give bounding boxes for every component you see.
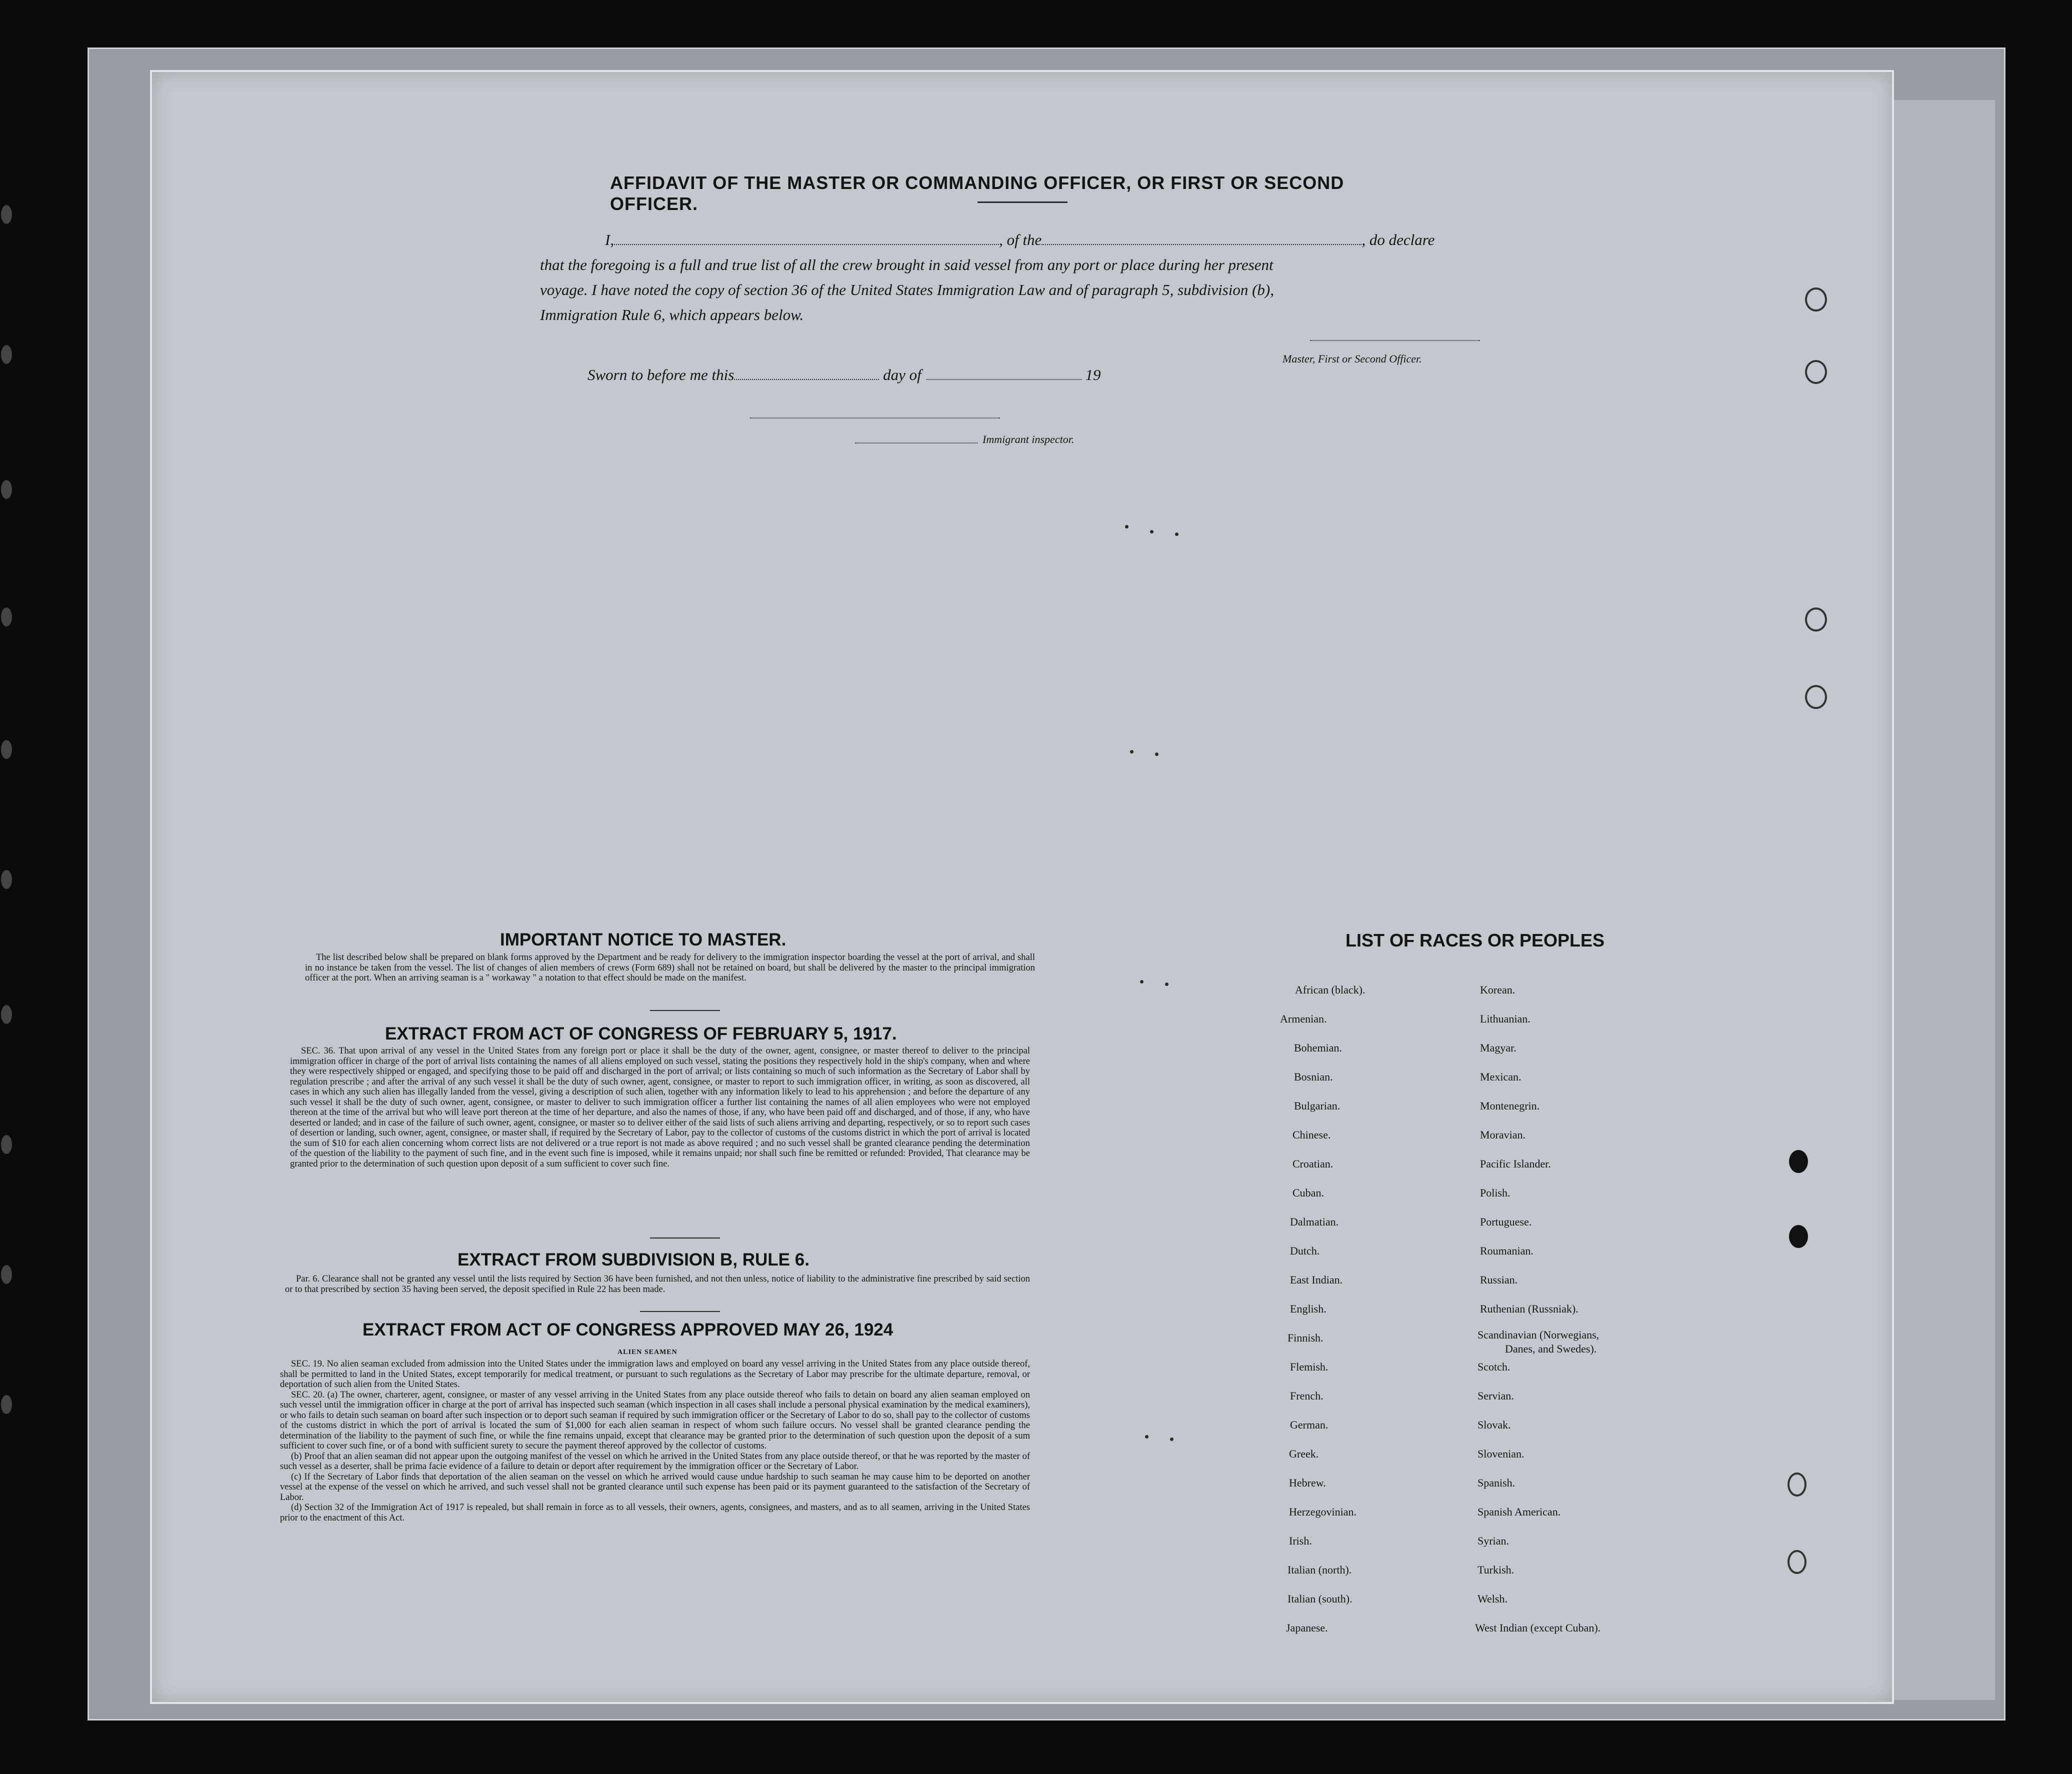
race-item: East Indian.: [1290, 1274, 1343, 1286]
punch-hole: [1789, 1150, 1808, 1173]
affidavit-text-line: Immigration Rule 6, which appears below.: [540, 306, 804, 324]
section-divider: [650, 1010, 720, 1011]
races-title: LIST OF RACES OR PEOPLES: [1345, 930, 1605, 950]
race-item: Scotch.: [1478, 1360, 1510, 1373]
master-signature-line: [1310, 340, 1480, 341]
race-item: West Indian (except Cuban).: [1475, 1622, 1601, 1634]
race-item: Greek.: [1289, 1448, 1319, 1460]
race-item: Croatian.: [1292, 1158, 1334, 1170]
i-label: I,: [605, 231, 614, 248]
binding-hole: [1, 345, 12, 364]
of-the-label: , of the: [999, 231, 1042, 248]
race-item: Syrian.: [1478, 1534, 1509, 1547]
year-label: 19: [1085, 366, 1101, 384]
bleed-dot: [1165, 982, 1168, 986]
extract-rule6-body: Par. 6. Clearance shall not be granted any vessel until the lists required by Section 36 have been furnished, and not then unless, notice of liability to the administrative fine prescribed by said section or to that prescribed by section 35 having been served, the deposit specified in Rule 22 has been made.: [285, 1274, 1030, 1294]
binding-hole: [1, 1005, 12, 1024]
master-signature-caption: Master, First or Second Officer.: [1282, 352, 1422, 365]
sworn-day-blank: [734, 379, 879, 380]
race-item: English.: [1290, 1302, 1326, 1315]
sec-20b: (b) Proof that an alien seaman did not appear upon the outgoing manifest of the vessel on which he arrived in the United States from any place outside thereof, or that he was reported by the master of such vessel as a deserter, shall be prima facie evidence of a failure to detain or deport after requirement by the immigration officer or the Secretary of Labor.: [280, 1451, 1030, 1472]
race-item: Slovenian.: [1478, 1448, 1524, 1460]
race-item: Mexican.: [1480, 1070, 1522, 1083]
bleed-dot: [1130, 750, 1134, 754]
race-item: Bulgarian.: [1294, 1100, 1340, 1112]
race-item: Cuban.: [1292, 1186, 1324, 1199]
notice-body: The list described below shall be prepared on blank forms approved by the Department and be ready for delivery to the immigration inspector boarding the vessel at the port of arrival, and shall in no instance be taken from the vessel. The list of changes of alien members of crews (Form 689) shall not be retained on board, but shall be delivered by the master to the principal immigration officer at the port. When an arriving seaman is a " workaway " a notation to that effect should be made on the manifest.: [305, 952, 1035, 983]
notice-title: IMPORTANT NOTICE TO MASTER.: [500, 930, 786, 950]
punch-hole: [1788, 1550, 1806, 1574]
race-item: Armenian.: [1280, 1012, 1327, 1025]
race-item: Scandinavian (Norwegians,: [1478, 1328, 1600, 1341]
race-item: German.: [1290, 1418, 1328, 1431]
do-declare-label: , do declare: [1362, 231, 1435, 248]
affidavit-text-line: that the foregoing is a full and true list of all the crew brought in said vessel from any port or place during her present: [540, 256, 1274, 274]
sheet-right-edge: [1880, 100, 1995, 1700]
race-item: Italian (north).: [1288, 1564, 1352, 1576]
vessel-blank: [1042, 244, 1362, 245]
race-item: Hebrew.: [1289, 1476, 1326, 1489]
extract-1917-title: EXTRACT FROM ACT OF CONGRESS OF FEBRUARY 5, 1917.: [385, 1024, 897, 1044]
race-item: Chinese.: [1292, 1128, 1331, 1141]
day-of-label: day of: [883, 366, 922, 384]
title-divider: [978, 202, 1068, 203]
bleed-dot: [1145, 1435, 1148, 1438]
race-item: Finnish.: [1288, 1332, 1324, 1344]
extract-1924-subtitle: ALIEN SEAMEN: [618, 1348, 678, 1356]
binding-hole: [1, 480, 12, 499]
race-item: Montenegrin.: [1480, 1100, 1540, 1112]
race-item: Lithuanian.: [1480, 1012, 1530, 1025]
race-item: Russian.: [1480, 1274, 1518, 1286]
bleed-dot: [1125, 525, 1128, 528]
sec-20d: (d) Section 32 of the Immigration Act of 1917 is repealed, but shall remain in force as to all vessels, their owners, agents, consignees, and masters, and as to all seamen, arriving in the United States prior to the enactment of this Act.: [280, 1502, 1030, 1523]
binding-hole: [1, 205, 12, 224]
race-item: Slovak.: [1478, 1418, 1511, 1431]
bleed-dot: [1155, 752, 1158, 756]
race-item: Bohemian.: [1294, 1042, 1342, 1054]
affidavit-statement: [540, 228, 1520, 328]
race-item: Roumanian.: [1480, 1244, 1534, 1257]
punch-hole: [1805, 608, 1827, 632]
race-item: Korean.: [1480, 984, 1516, 996]
section-divider: [640, 1311, 720, 1312]
race-item: Pacific Islander.: [1480, 1158, 1551, 1170]
binding-hole: [1, 1135, 12, 1154]
race-item: Irish.: [1289, 1534, 1312, 1547]
extract-1924-title: EXTRACT FROM ACT OF CONGRESS APPROVED MAY 26, 1924: [362, 1320, 894, 1340]
race-item: Japanese.: [1286, 1622, 1328, 1634]
affidavit-title: AFFIDAVIT OF THE MASTER OR COMMANDING OFFICER, OR FIRST OR SECOND OFFICER.: [610, 172, 1344, 214]
bleed-dot: [1170, 1438, 1174, 1441]
race-item: Dalmatian.: [1290, 1216, 1339, 1228]
race-item: Bosnian.: [1294, 1070, 1333, 1083]
affidavit-first-line: [540, 228, 1520, 252]
race-item: Welsh.: [1478, 1592, 1508, 1605]
name-blank: [614, 244, 999, 245]
race-item: French.: [1290, 1390, 1324, 1402]
race-item: Ruthenian (Russniak).: [1480, 1302, 1578, 1315]
punch-hole: [1788, 1472, 1806, 1496]
race-item: Portuguese.: [1480, 1216, 1532, 1228]
race-item: Flemish.: [1290, 1360, 1328, 1373]
sworn-line: [588, 366, 1100, 384]
sec-20a: SEC. 20. (a) The owner, charterer, agent, consignee, or master of any vessel arriving in the United States from any place outside thereof who fails to detain on board any alien seaman employed on such vessel until the immigration officer in charge at the port of arrival has inspected such seaman (which inspection in all cases shall include a personal physical examination by the medical examiners), or who fails to detain such seaman on board after such inspection or to deport such seaman if required by such immigration officer or the Secretary of Labor to do so, shall pay to the collector of customs of the customs district in which the port of arrival is located the sum of $1,000 for each alien seaman in respect of whom such failure occurs. No vessel shall be granted clearance pending the determination of the liability to the payment of such fine, or while the fine remains unpaid, except that clearance may be granted prior to the determination of such question upon the deposit of a sum sufficient to cover such fine, or of a bond with sufficient surety to secure the payment thereof approved by the collector of customs.: [280, 1390, 1030, 1451]
race-item: Turkish.: [1478, 1564, 1514, 1576]
affidavit-text-line: voyage. I have noted the copy of section 36 of the United States Immigration Law and of paragraph 5, subdivision (b),: [540, 281, 1274, 298]
sec-19: SEC. 19. No alien seaman excluded from admission into the United States under the immigration laws and employed on board any vessel arriving in the United States from any place outside thereof, shall be permitted to land in the United States, except temporarily for medical treatment, or pursuant to such regulations as the Secretary of Labor may prescribe for the ultimate departure, removal, or deportation of such alien from the United States.: [280, 1359, 1030, 1390]
race-item: African (black).: [1295, 984, 1366, 996]
sec-20c: (c) If the Secretary of Labor finds that deportation of the alien seaman on the vessel on which he arrived would cause undue hardship to such seaman he may cause him to be deported on another vessel at the expense of the vessel on which he arrived, and such vessel shall not be granted clearance until such expense has been paid or its payment guaranteed to the satisfaction of the Secretary of Labor.: [280, 1472, 1030, 1502]
bleed-dot: [1175, 532, 1178, 536]
inspector-signature-line: [855, 442, 978, 444]
extract-1924-body: [280, 1359, 1030, 1523]
extract-1917-body: SEC. 36. That upon arrival of any vessel in the United States from any foreign port or place it shall be the duty of the owner, agent, consignee, or master thereof to deliver to the principal immigration officer in charge of the port of arrival lists containing the names of all aliens employed on such vessel, stating the positions they respectively hold in the ship's company, when and where they were respectively shipped or engaged, and specifying those to be paid off and discharged in the port of arrival; or lists containing so much of such information as the Secretary of Labor shall by regulation prescribe ; and after the arrival of any such vessel it shall be the duty of such owner, agent, consignee, or master to report to such immigration officer, in writing, as soon as discovered, all cases in which any such alien has illegally landed from the vessel, giving a description of such alien, together with any information likely to lead to his apprehension ; and before the departure of any such vessel it shall be the duty of such owner, agent, consignee, or master to deliver to such immigration officer a further list containing the names of all alien employees who were not employed thereon at the time of the arrival but who will leave port thereon at the time of her departure, and also the names of those, if any, who have been paid off and discharged, and of those, if any, who have deserted or landed; and in case of the failure of such owner, agent, consignee, or master so to deliver either of the said lists of such aliens arriving and departing, respectively, or so to report such cases of desertion or landing, such owner, agent, consignee, or master shall, if required by the Secretary of Labor, pay to the collector of customs of the customs district in which the port of arrival is located the sum of $10 for each alien concerning whom correct lists are not delivered or a true report is not made as above required ; and no such vessel shall be granted clearance pending the determination of the question of the liability to the payment of such fine, and in the event such fine is imposed, while it remains unpaid; nor shall such fine be remitted or refunded: Provided, That clearance may be granted prior to the determination of such question upon deposit of a sum sufficient to cover such fine.: [290, 1046, 1030, 1169]
binding-hole: [1, 1395, 12, 1414]
race-item: Dutch.: [1290, 1244, 1320, 1257]
punch-hole: [1805, 288, 1827, 312]
sworn-label: Sworn to before me this: [588, 366, 734, 384]
bleed-dot: [1150, 530, 1154, 534]
race-item: Danes, and Swedes).: [1505, 1342, 1597, 1355]
race-item: Herzegovinian.: [1289, 1506, 1356, 1518]
race-item: Magyar.: [1480, 1042, 1516, 1054]
race-item: Spanish American.: [1478, 1506, 1561, 1518]
binding-hole: [1, 740, 12, 759]
bleed-dot: [1140, 980, 1144, 984]
sworn-month-blank: [926, 379, 1082, 380]
race-item: Spanish.: [1478, 1476, 1516, 1489]
race-item: Polish.: [1480, 1186, 1510, 1199]
binding-hole: [1, 608, 12, 626]
punch-hole: [1789, 1225, 1808, 1248]
binding-hole: [1, 870, 12, 889]
race-item: Moravian.: [1480, 1128, 1526, 1141]
inspector-caption: Immigrant inspector.: [982, 433, 1074, 446]
race-item: Servian.: [1478, 1390, 1514, 1402]
binding-hole: [1, 1265, 12, 1284]
punch-hole: [1805, 685, 1827, 709]
extract-rule6-title: EXTRACT FROM SUBDIVISION B, RULE 6.: [458, 1250, 810, 1270]
race-item: Italian (south).: [1288, 1592, 1352, 1605]
punch-hole: [1805, 360, 1827, 384]
